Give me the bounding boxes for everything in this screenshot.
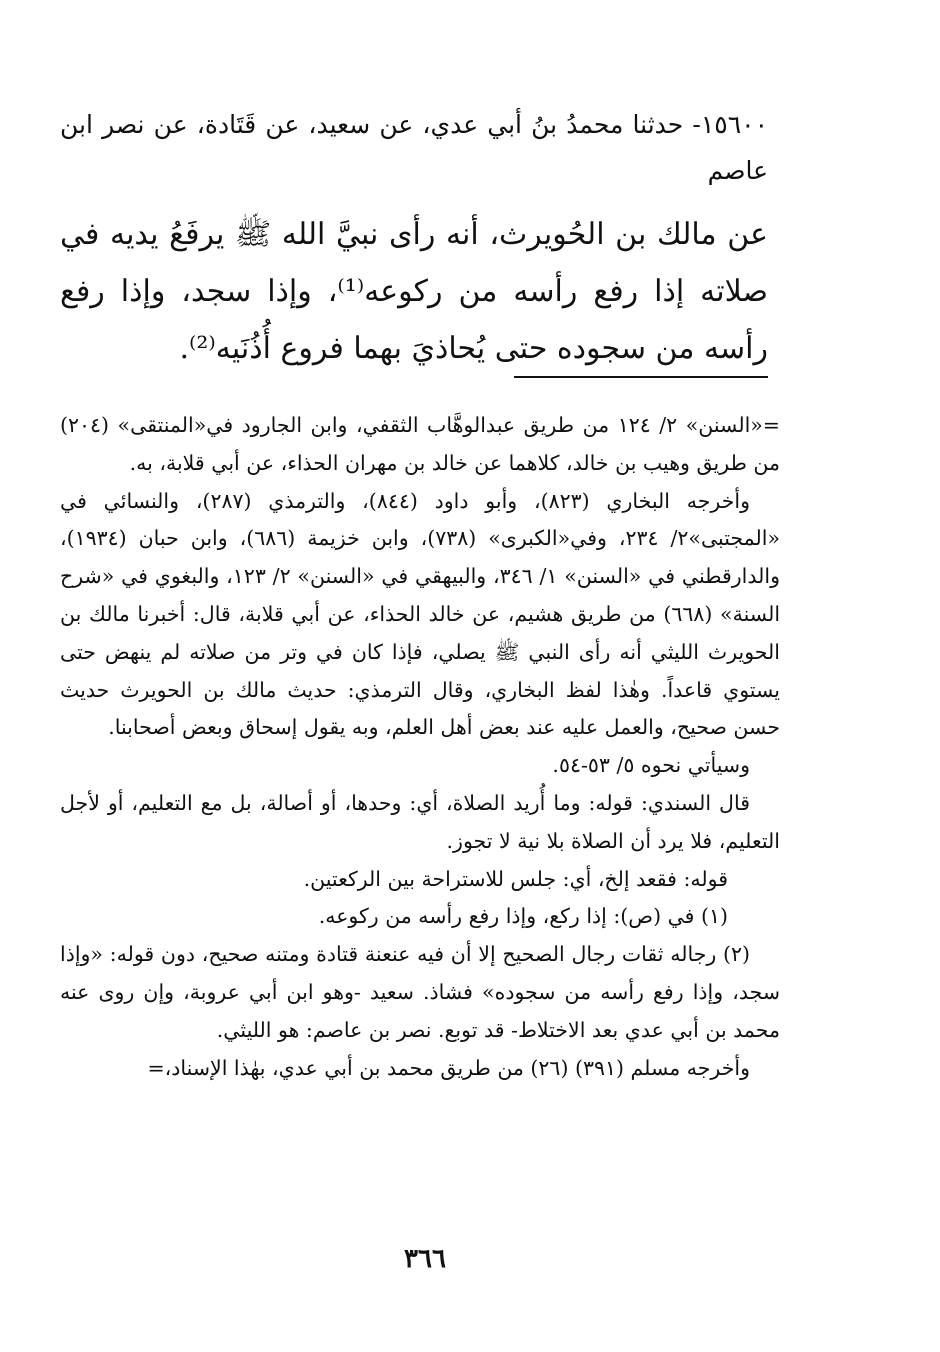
footnote-sindi: قال السندي: قوله: وما أُريد الصلاة، أي: وحدها، أو أصالة، بل مع التعليم، أو لأجل التعليم، فلا يرد أن الصلاة بلا نية لا تجوز.	[60, 790, 780, 853]
footnote-cross-reference: وسيأتي نحوه ٥/ ٥٣-٥٤.	[552, 753, 750, 778]
footnote-1: (١) في (ص): إذا ركع، وإذا رفع رأسه من ركوعه.	[318, 904, 728, 929]
footnote-takhrij: وأخرجه البخاري (٨٢٣)، وأبو داود (٨٤٤)، والترمذي (٢٨٧)، والنسائي في «المجتبى»٢/ ٢٣٤، وفي«الكبرى» (٧٣٨)، وابن خزيمة (٦٨٦)، وابن حبان (١٩٣٤)، والدارقطني في «السنن» ١/ ٣٤٦، والبيهقي في «السنن» ٢/ ١٢٣، والبغوي في «شرح السنة» (٦٦٨) من طريق هشيم، عن خالد الحذاء، عن أبي قلابة، قال: أخبرنا مالك بن الحويرث الليثي أنه رأى النبي ﷺ يصلي، فإذا كان في وتر من صلاته لم ينهض حتى يستوي قاعداً. وهٰذا لفظ البخاري، وقال الترمذي: حديث مالك بن الحويرث حديث حسن صحيح، والعمل عليه عند بعض أهل العلم، وبه يقول إسحاق وبعض أصحابنا.	[60, 488, 781, 740]
footnote-continuation: =«السنن» ٢/ ١٢٤ من طريق عبدالوهَّاب الثقفي، وابن الجارود في«المنتقى» (٢٠٤) من طريق وهيب بن خالد، كلاهما عن خالد بن مهران الحذاء، عن أبي قلابة، به.	[60, 413, 780, 475]
footnote-2-takhrij: وأخرجه مسلم (٣٩١) (٢٦) من طريق محمد بن أبي عدي، بهٰذا الإسناد،=	[147, 1055, 750, 1080]
hadith-isnad: ١٥٦٠٠- حدثنا محمدُ بنُ أبي عدي، عن سعيد، عن قَتَادة، عن نصر ابن عاصم	[60, 110, 768, 185]
footnote-sindi-qawluh: قوله: فقعد إلخ، أي: جلس للاستراحة بين الركعتين.	[303, 866, 728, 891]
footnotes	[60, 407, 780, 1087]
footnote-separator	[514, 376, 768, 378]
footnote-2: (٢) رجاله ثقات رجال الصحيح إلا أن فيه عنعنة قتادة ومتنه صحيح، دون قوله: «وإذا سجد، وإذا رفع رأسه من سجوده» فشاذ. سعيد -وهو ابن أبي عروبة، وإن روى عنه محمد بن أبي عدي بعد الاختلاط- قد توبع. نصر بن عاصم: هو الليثي.	[60, 942, 780, 1042]
page-number: ٣٦٦	[404, 1244, 446, 1274]
hadith-matn: عن مالك بن الحُويرث، أنه رأى نبيَّ الله ﷺ يرفَعُ يديه في صلاته إذا رفع رأسه من ركوعه⁽¹⁾، وإذا سجد، وإذا رفع رأسه من سجوده حتى يُحاذيَ بهما فروع أُذُنَيه⁽²⁾.	[60, 217, 768, 366]
